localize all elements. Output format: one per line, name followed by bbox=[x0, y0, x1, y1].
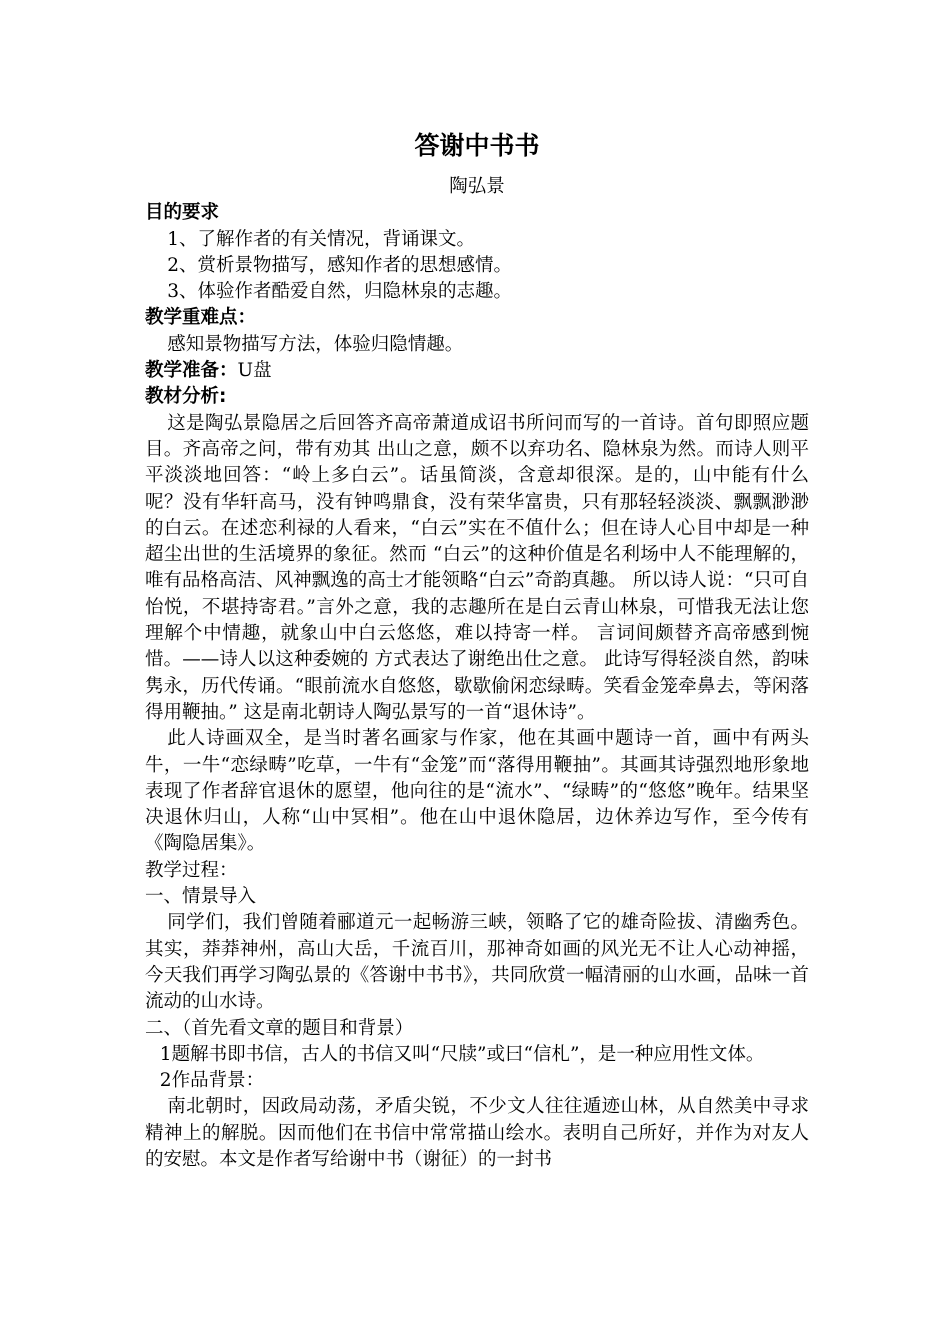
goal-item: 2、赏析景物描写，感知作者的思想感情。 bbox=[167, 254, 512, 276]
prep-value: U盘 bbox=[237, 360, 272, 382]
step2-heading: 二、（首先看文章的题目和背景） bbox=[145, 1017, 414, 1039]
process-heading: 教学过程： bbox=[145, 859, 238, 881]
step2-item1: 1题解书即书信，古人的书信又叫“尺牍”或曰“信札”，是一种应用性文体。 bbox=[159, 1043, 765, 1065]
step1-heading: 一、情景导入 bbox=[145, 886, 257, 908]
goal-item: 1、了解作者的有关情况，背诵课文。 bbox=[167, 228, 475, 250]
analysis-heading: 教材分析: bbox=[145, 386, 227, 408]
analysis-paragraph: 这是陶弘景隐居之后回答齐高帝萧道成诏书所问而写的一首诗。首句即照应题目。齐高帝之问，带有劝其 出山之意，颇不以弃功名、隐林泉为然。而诗人则平平淡淡地回答：“岭上多白云”。话虽简淡，含意却很深。是的，山中能有什么呢？没有华轩高马，没有钟鸣鼎食，没有荣华富贵，只有那轻轻淡淡、飘飘渺渺的白云。在述恋利禄的人看来，“白云”实在不值什么；但在诗人心目中却是一种超尘出世的生活境界的象征。然而 “白云”的这种价值是名利场中人不能理解的，唯有品格高洁、风神飘逸的高士才能领略“白云”奇韵真趣。 所以诗人说：“只可自怡悦，不堪持寄君。”言外之意，我的志趣所在是白云青山林泉，可惜我无法让您 理解个中情趣，就象山中白云悠悠，难以持寄一样。 言词间颇替齐高帝感到惋惜。——诗人以这种委婉的 方式表达了谢绝出仕之意。 此诗写得轻淡自然，韵味隽永，历代传诵。“眼前流水自悠悠，歇歇偷闲恋绿畴。笑看金笼牵鼻去，等闲落得用鞭抽。” 这是南北朝诗人陶弘景写的一首“退休诗”。 bbox=[145, 412, 809, 723]
document-author: 陶弘景 bbox=[449, 176, 505, 197]
document-page bbox=[145, 126, 809, 1173]
prep-heading: 教学准备： bbox=[145, 360, 238, 382]
step1-text: 同学们，我们曾随着郦道元一起畅游三峡，领略了它的雄奇险拔、清幽秀色。其实，莽莽神州，高山大岳，千流百川，那神奇如画的风光无不让人心动神摇，今天我们再学习陶弘景的《答谢中书书》，共同欣赏一幅清丽的山水画，品味一首流动的山水诗。 bbox=[145, 912, 809, 1013]
step2-item2-heading: 2作品背景： bbox=[159, 1070, 265, 1092]
goals-heading: 目的要求 bbox=[145, 202, 220, 224]
analysis-paragraph: 此人诗画双全，是当时著名画家与作家，他在其画中题诗一首，画中有两头牛，一牛“恋绿畴”吃草，一牛有“金笼”而“落得用鞭抽”。其画其诗强烈地形象地表现了作者辞官退休的愿望，他向往的是“流水”、“绿畴”的“悠悠”晚年。结果坚决退休归山，人称“山中冥相”。他在山中退休隐居，边休养边写作，至今传有《陶隐居集》。 bbox=[145, 728, 809, 855]
goal-item: 3、体验作者酷爱自然，归隐林泉的志趣。 bbox=[167, 281, 512, 303]
step2-item2-text: 南北朝时，因政局动荡，矛盾尖锐，不少文人往往遁迹山林，从自然美中寻求精神上的解脱。因而他们在书信中常常描山绘水。表明自己所好，并作为对友人的安慰。本文是作者写给谢中书（谢征）的一封书 bbox=[145, 1096, 809, 1170]
key-points-text: 感知景物描写方法，体验归隐情趣。 bbox=[167, 333, 464, 355]
document-title: 答谢中书书 bbox=[414, 131, 540, 160]
prep-line bbox=[145, 358, 809, 384]
key-points-heading: 教学重难点： bbox=[145, 307, 257, 329]
